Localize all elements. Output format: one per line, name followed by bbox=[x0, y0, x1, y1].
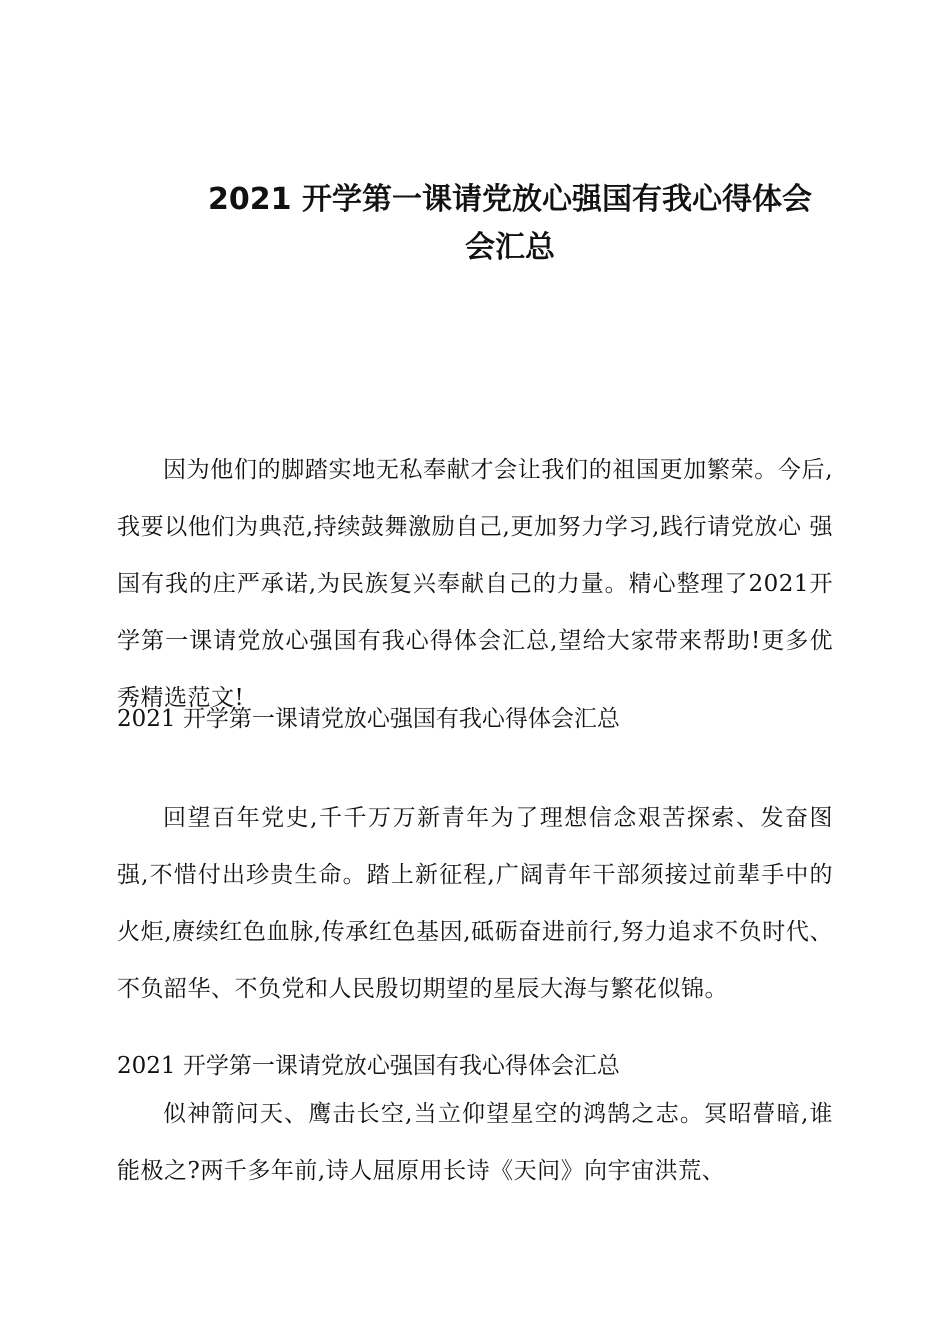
section-heading: 2021 开学第一课请党放心强国有我心得体会汇总 bbox=[117, 706, 620, 732]
paragraph-text: 似神箭问天、鹰击长空,当立仰望星空的鸿鹄之志。冥昭瞢暗,谁能极之?两千多年前,诗人屈原用长诗《天问》向宇宙洪荒、 bbox=[117, 1101, 833, 1184]
title-line-1: 2021 开学第一课请党放心强国有我心得体会 bbox=[208, 182, 812, 217]
intro-paragraph bbox=[117, 442, 833, 727]
section-heading: 2021 开学第一课请党放心强国有我心得体会汇总 bbox=[117, 1053, 620, 1079]
body-paragraph bbox=[117, 790, 833, 1018]
body-paragraph bbox=[117, 1086, 833, 1200]
paragraph-text: 因为他们的脚踏实地无私奉献才会让我们的祖国更加繁荣。今后,我要以他们为典范,持续鼓舞激励自己,更加努力学习,践行请党放心 强国有我的庄严承诺,为民族复兴奉献自己的力量。精心整理了2021开学第一课请党放心强国有我心得体会汇总,望给大家带来帮助!更多优秀精选范文! bbox=[117, 457, 833, 711]
document-title bbox=[150, 176, 870, 272]
title-line-2: 会汇总 bbox=[465, 230, 555, 265]
paragraph-text: 回望百年党史,千千万万新青年为了理想信念艰苦探索、发奋图强,不惜付出珍贵生命。踏上新征程,广阔青年干部须接过前辈手中的火炬,赓续红色血脉,传承红色基因,砥砺奋进前行,努力追求不负时代、不负韶华、不负党和人民殷切期望的星辰大海与繁花似锦。 bbox=[117, 805, 833, 1002]
